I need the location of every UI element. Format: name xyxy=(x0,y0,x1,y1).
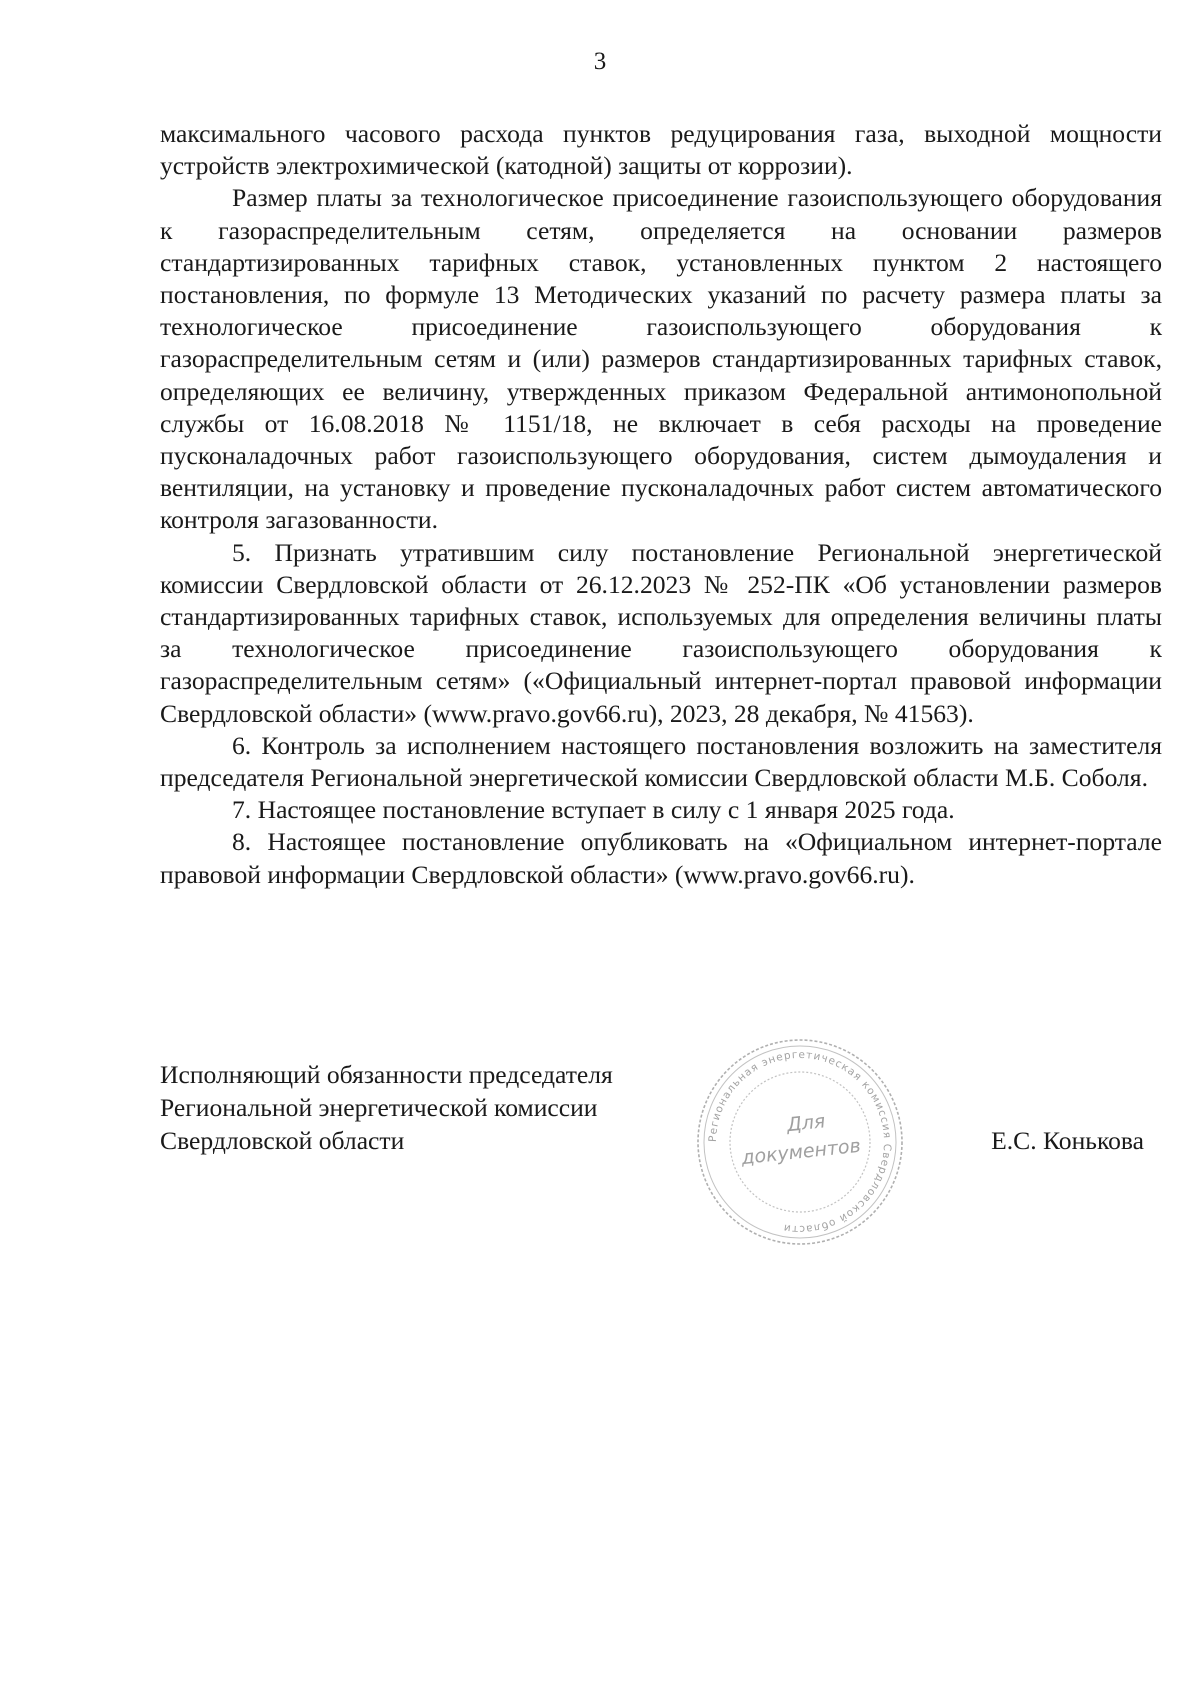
stamp-center-text-2: документов xyxy=(740,1134,862,1170)
signer-name: Е.С. Конькова xyxy=(991,1126,1144,1155)
paragraph-fee-size: Размер платы за технологическое присоединение газоиспользующего оборудования к газораспределительным сетям, определяется на основании размеров стандартизированных тарифных ставок, установленных пунктом 2 настоящего постановления, по формуле 13 Методических указаний по расчету размера платы за технологическое присоединение газоиспользующего оборудования к газораспределительным сетям и (или) размеров стандартизированных тарифных ставок, определяющих ее величину, утвержденных приказом Федеральной антимонопольной службы от 16.08.2018 № 1151/18, не включает в себя расходы на проведение пусконаладочных работ газоиспользующего оборудования, систем дымоудаления и вентиляции, на установку и проведение пусконаладочных работ систем автоматического контроля загазованности. xyxy=(160,183,1162,535)
signer-title xyxy=(160,1058,613,1157)
paragraph-item-8: 8. Настоящее постановление опубликовать на «Официальном интернет-портале правовой информации Свердловской области» (www.pravo.gov66.ru). xyxy=(160,827,1162,889)
signer-title-line: Исполняющий обязанности председателя xyxy=(160,1060,613,1089)
paragraph-item-7: 7. Настоящее постановление вступает в силу с 1 января 2025 года. xyxy=(232,795,955,825)
signature-block xyxy=(160,1048,1160,1278)
document-body xyxy=(160,118,1162,891)
stamp-center-text-1: Для xyxy=(785,1110,827,1137)
signer-title-line: Региональной энергетической комиссии xyxy=(160,1093,598,1122)
stamp-ring-text: Региональная энергетическая комиссия Свердловской области xyxy=(706,1048,894,1236)
paragraph-item-5: 5. Признать утратившим силу постановление Региональной энергетической комиссии Свердловской области от 26.12.2023 № 252-ПК «Об установлении размеров стандартизированных тарифных ставок, используемых для определения величины платы за технологическое присоединение газоиспользующего оборудования к газораспределительным сетям» («Официальный интернет-портал правовой информации Свердловской области» (www.pravo.gov66.ru), 2023, 28 декабря, № 41563). xyxy=(160,537,1162,728)
official-stamp xyxy=(690,1032,910,1252)
paragraph-continuation: максимального часового расхода пунктов редуцирования газа, выходной мощности устройств электрохимической (катодной) защиты от коррозии). xyxy=(160,119,1162,181)
page-number: 3 xyxy=(593,48,607,75)
paragraph-item-6: 6. Контроль за исполнением настоящего постановления возложить на заместителя председателя Региональной энергетической комиссии Свердловской области М.Б. Соболя. xyxy=(160,730,1162,793)
signer-title-line: Свердловской области xyxy=(160,1126,405,1155)
